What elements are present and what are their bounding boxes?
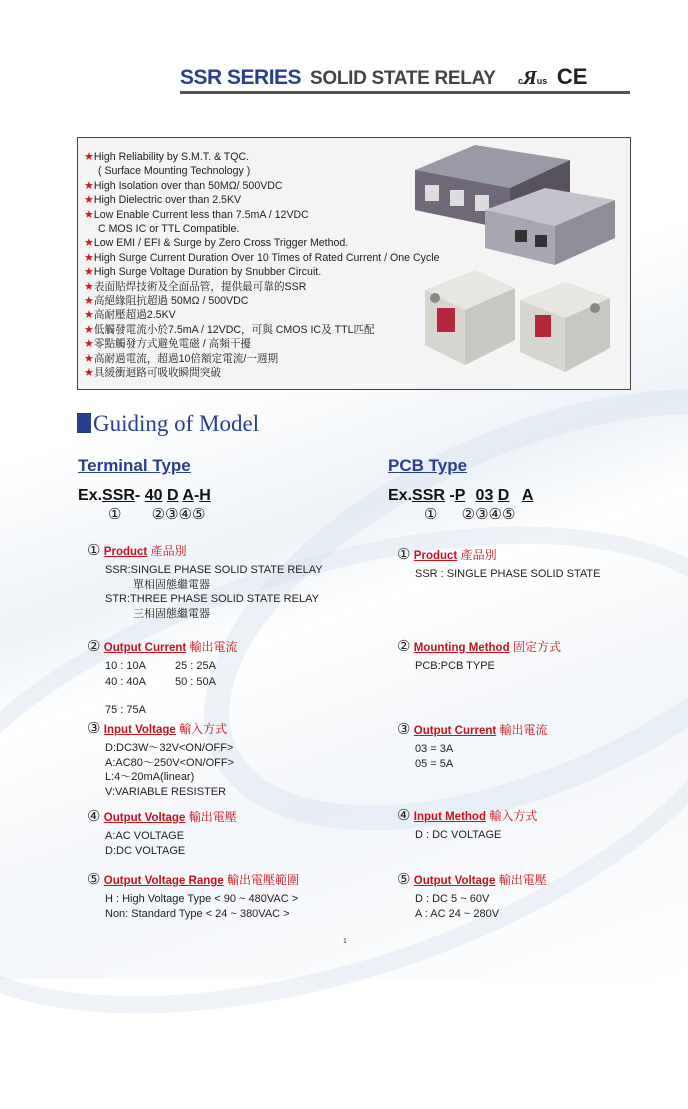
item-line: 40 : 40A <box>105 676 146 688</box>
code-h: H <box>199 487 211 504</box>
item-number: ② <box>397 638 411 655</box>
feature-text: Low Enable Current less than 7.5mA / 12VDC <box>93 208 309 221</box>
star-icon: ★ <box>84 352 94 365</box>
item-line: 05 = 5A <box>415 757 454 770</box>
feature-text: High Surge Current Duration Over 10 Times of Rated Current / One Cycle <box>93 251 440 264</box>
item-line: A : AC 24 ~ 280V <box>415 907 500 920</box>
item-line: 25 : 25A <box>175 660 216 672</box>
item-line: H : High Voltage Type < 90 ~ 480VAC > <box>105 893 299 905</box>
circle-two-to-five: ②③④⑤ <box>151 506 206 523</box>
feature-text: ( Surface Mounting Technology ) <box>98 165 251 178</box>
star-icon: ★ <box>84 151 94 163</box>
item-line: 03 = 3A <box>415 743 454 755</box>
item-label-en: Mounting Method <box>413 642 510 654</box>
feature-item <box>84 222 440 236</box>
pcb-example-code <box>388 487 533 505</box>
feature-item <box>84 208 440 222</box>
item-label-zh: 固定方式 <box>512 640 561 654</box>
item-line: Non: Standard Type < 24 ~ 380VAC > <box>105 907 290 920</box>
pcb-item-heading <box>397 720 548 738</box>
item-label-en: Input Voltage <box>103 724 176 736</box>
pcb-item-body <box>415 892 499 921</box>
circle-one: ① <box>424 506 438 523</box>
terminal-item-body <box>105 892 298 921</box>
item-line: SSR : SINGLE PHASE SOLID STATE <box>415 568 601 580</box>
feature-text: 低觸發電流小於7.5mA / 12VDC，可與 CMOS IC及 TTL匹配 <box>93 323 375 336</box>
series-title: SSR SERIES <box>180 66 302 89</box>
feature-text: 高絕緣阻抗超過 50MΩ / 500VDC <box>93 295 249 308</box>
pcb-item-body <box>415 828 501 843</box>
item-number: ② <box>87 638 101 655</box>
feature-item <box>84 337 440 351</box>
item-label-en: Output Voltage Range <box>103 875 224 887</box>
item-number: ③ <box>397 721 411 738</box>
feature-item <box>84 150 440 164</box>
item-label-zh: 輸出電流 <box>189 640 238 654</box>
pcb-item-body <box>415 567 600 582</box>
terminal-item-body <box>105 563 323 621</box>
star-icon: ★ <box>84 179 94 192</box>
item-line: SSR:SINGLE PHASE SOLID STATE RELAY <box>105 564 323 576</box>
relay-pcb-right <box>520 282 610 372</box>
item-label-zh: 產品別 <box>460 548 497 562</box>
item-line: L:4～20mA(linear) <box>105 771 195 784</box>
pcb-item-heading <box>397 806 537 824</box>
item-label-en: Output Current <box>103 642 187 654</box>
code-ssr: SSR <box>412 487 445 504</box>
feature-item <box>84 323 440 337</box>
page-number: 1 <box>343 938 347 945</box>
feature-text: 高耐壓超過2.5KV <box>93 309 176 322</box>
item-label-en: Output Current <box>413 725 497 737</box>
star-icon: ★ <box>84 237 94 250</box>
terminal-heading-word: Terminal <box>78 456 148 475</box>
item-number: ⑤ <box>397 871 411 888</box>
item-line: 50 : 50A <box>175 676 216 688</box>
star-icon: ★ <box>84 367 94 380</box>
feature-item <box>84 265 440 279</box>
item-number: ① <box>397 546 411 563</box>
item-line: D : DC VOLTAGE <box>415 829 502 841</box>
circle-two-to-five: ②③④⑤ <box>461 506 516 523</box>
terminal-item-heading <box>87 541 187 559</box>
item-line: 10 : 10A <box>105 660 146 672</box>
pcb-circle-numbers <box>424 505 515 523</box>
cert-ul-us: us <box>536 76 548 86</box>
item-label-zh: 產品別 <box>150 544 187 558</box>
item-line: D:DC3W～32V<ON/OFF> <box>105 742 234 754</box>
feature-item <box>84 164 440 178</box>
feature-text: Low EMI / EFI & Surge by Zero Cross Trigger Method. <box>93 237 349 250</box>
item-line: PCB:PCB TYPE <box>415 660 495 672</box>
item-label-zh: 輸出電壓範圍 <box>227 873 300 887</box>
feature-item <box>84 193 440 207</box>
feature-item <box>84 236 440 250</box>
code-d: D <box>497 487 510 504</box>
item-line: A:AC80～250V<ON/OFF> <box>105 756 234 769</box>
example-prefix: Ex. <box>78 487 103 504</box>
header-rule <box>180 91 630 94</box>
relay-pcb-left <box>425 270 515 365</box>
item-number: ③ <box>87 720 101 737</box>
feature-item <box>84 308 440 322</box>
item-line: STR:THREE PHASE SOLID STATE RELAY <box>105 593 319 606</box>
pcb-item-body <box>415 659 495 674</box>
item-number: ④ <box>397 807 411 824</box>
feature-item <box>84 366 440 380</box>
terminal-example-code <box>78 487 211 505</box>
star-icon: ★ <box>84 309 94 322</box>
ul-logo: Я <box>523 67 537 89</box>
item-line: 三相固態繼電器 <box>133 607 210 620</box>
item-line: D : DC 5 ~ 60V <box>415 893 490 905</box>
item-line: V:VARIABLE RESISTER <box>105 785 227 798</box>
cert-ul-c: c <box>518 76 524 86</box>
code-dash: - <box>449 487 455 504</box>
item-label-zh: 輸入方式 <box>489 809 538 823</box>
item-label-en: Product <box>413 550 458 562</box>
pcb-item-heading <box>397 637 561 655</box>
terminal-item-body <box>105 741 234 799</box>
star-icon: ★ <box>84 338 94 351</box>
feature-text: High Surge Voltage Duration by Snubber Circuit. <box>93 266 322 279</box>
feature-text: 具緩衝迴路可吸收瞬間突破 <box>93 367 221 380</box>
item-label-en: Output Voltage <box>103 812 186 824</box>
star-icon: ★ <box>84 323 94 336</box>
star-icon: ★ <box>84 266 94 279</box>
code-ssr: SSR <box>102 487 135 504</box>
section-marker <box>77 413 91 433</box>
features-list <box>84 150 440 381</box>
terminal-type-heading <box>78 456 191 476</box>
certification-marks <box>518 64 587 90</box>
item-label-en: Input Method <box>413 811 486 823</box>
pcb-item-heading <box>397 545 497 563</box>
code-03: 03 <box>475 487 494 504</box>
code-dash2: - <box>193 487 200 504</box>
terminal-item-body <box>105 829 185 858</box>
example-prefix: Ex. <box>388 487 413 504</box>
series-subtitle: SOLID STATE RELAY <box>310 68 496 89</box>
feature-text: 表面貼焊技術及全面品管，提供最可靠的SSR <box>93 280 307 293</box>
terminal-item-heading <box>87 870 299 888</box>
item-label-en: Output Voltage <box>413 875 496 887</box>
item-line: D:DC VOLTAGE <box>105 844 186 857</box>
feature-item <box>84 179 440 193</box>
circle-one: ① <box>108 506 122 523</box>
terminal-item-heading <box>87 807 237 825</box>
item-line: A:AC VOLTAGE <box>105 830 185 842</box>
ce-mark: CE <box>556 64 588 89</box>
feature-item <box>84 294 440 308</box>
terminal-circle-numbers <box>108 505 205 523</box>
code-d: D <box>166 487 179 504</box>
feature-item <box>84 352 440 366</box>
feature-item <box>84 280 440 294</box>
star-icon: ★ <box>84 295 94 308</box>
relay-product-images <box>395 140 625 380</box>
item-number: ⑤ <box>87 871 101 888</box>
item-label-zh: 輸出電壓 <box>498 873 547 887</box>
code-a: A <box>521 487 534 504</box>
pcb-item-heading <box>397 870 547 888</box>
item-line: 單相固態繼電器 <box>133 578 210 591</box>
item-label-zh: 輸出電流 <box>499 723 548 737</box>
type-heading-word: Type <box>152 456 191 475</box>
code-40: 40 <box>144 487 163 504</box>
feature-text: High Dielectric over than 2.5KV <box>93 194 242 207</box>
pcb-type-heading: PCB Type <box>388 456 468 475</box>
feature-item <box>84 251 440 265</box>
guide-title: Guiding of Model <box>93 411 260 436</box>
star-icon: ★ <box>84 194 94 207</box>
terminal-item-heading <box>87 719 227 737</box>
feature-text: 零點觸發方式避免電磁 / 高頻干擾 <box>93 338 252 351</box>
item-line: 75 : 75A <box>105 704 146 716</box>
star-icon: ★ <box>84 208 94 221</box>
item-number: ① <box>87 542 101 559</box>
feature-text: C MOS IC or TTL Compatible. <box>98 223 240 236</box>
item-label-en: Product <box>103 546 148 558</box>
star-icon: ★ <box>84 251 94 264</box>
code-dash: - <box>134 487 141 504</box>
item-label-zh: 輸出電壓 <box>188 810 237 824</box>
item-number: ④ <box>87 808 101 825</box>
code-p: P <box>454 487 466 504</box>
feature-text: High Isolation over than 50MΩ/ 500VDC <box>93 179 283 192</box>
terminal-item-heading <box>87 637 238 655</box>
feature-text: 高耐過電流，超過10倍額定電流/一週期 <box>93 352 279 365</box>
item-label-zh: 輸入方式 <box>179 722 228 736</box>
star-icon: ★ <box>84 280 94 293</box>
feature-text: High Reliability by S.M.T. & TQC. <box>93 151 250 163</box>
code-a: A <box>182 487 194 504</box>
pcb-item-body <box>415 742 453 771</box>
